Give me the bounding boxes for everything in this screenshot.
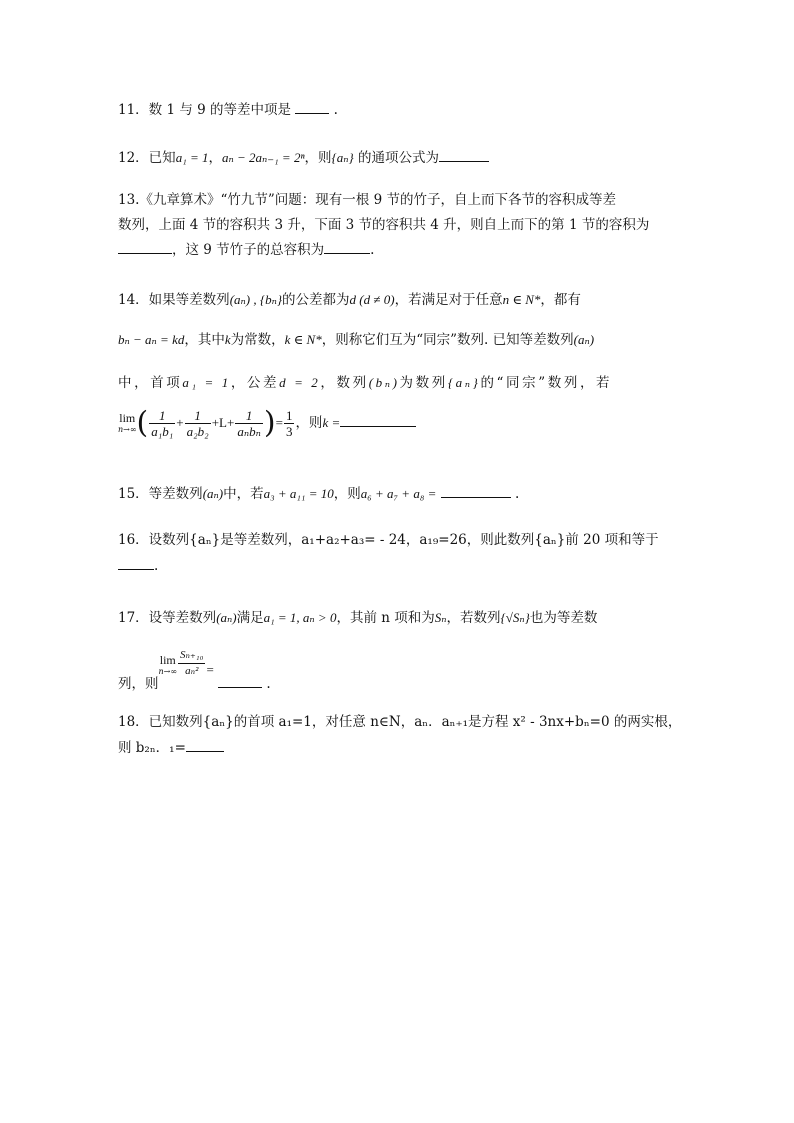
q15-cond: a₃ + a₁₁ = 10	[263, 486, 334, 501]
q12-text: 12．已知	[118, 150, 176, 166]
frac-num: 1	[185, 408, 211, 424]
plus: +	[226, 415, 235, 430]
q15-text: ，则	[333, 486, 361, 502]
equals: =	[275, 415, 283, 430]
q14-text: ，公差	[230, 375, 280, 391]
plus: +	[176, 415, 184, 430]
lim-word: lim	[159, 653, 176, 667]
answer-blank	[295, 101, 329, 114]
q14-frac-third	[284, 408, 295, 439]
answer-blank	[186, 739, 224, 752]
q17-an: (aₙ)	[216, 610, 237, 625]
q12-formula-recurrence: aₙ − 2aₙ₋₁ = 2ⁿ	[221, 150, 305, 165]
q14-text: ，数列	[320, 375, 369, 391]
question-14-line-2	[118, 330, 594, 350]
q12-tail: 的通项公式为	[358, 150, 440, 166]
q11-text: 11．数 1 与 9 的等差中项是	[118, 102, 292, 118]
q15-tail: .	[514, 486, 520, 502]
q17-text: 17．设等差数列	[118, 610, 217, 626]
left-paren: (	[136, 405, 149, 441]
question-11	[118, 100, 338, 120]
answer-blank	[340, 414, 416, 427]
question-14-line-1	[118, 290, 581, 310]
frac-den: aₙ²	[185, 665, 199, 677]
q14-frac-1	[149, 408, 175, 439]
q14-text: 的公差都为	[282, 292, 350, 308]
q14-text: 14．如果等差数列	[118, 292, 230, 308]
q14-text: 为数列	[399, 375, 448, 391]
question-13-line-2: 数列，上面 4 节的容积共 3 升，下面 3 节的容积共 4 升，则自上而下的第 1 节的容积为	[118, 217, 650, 233]
lim-sub: n→∞	[118, 424, 137, 434]
question-18-line-2	[118, 738, 224, 758]
q17-text: ，若数列	[446, 610, 501, 626]
q14-text: ，都有	[540, 292, 581, 308]
q14-lim	[118, 412, 137, 436]
q14-bn: (bₙ)	[368, 375, 400, 390]
frac-num: 1	[285, 408, 293, 423]
q16-tail: .	[154, 558, 159, 574]
q14-d: d (d ≠ 0)	[349, 292, 395, 307]
answer-blank	[324, 241, 370, 254]
q17-text: ，其前 n 项和为	[336, 610, 435, 626]
question-17-line-2	[118, 648, 271, 699]
q14-seqs: (aₙ) , {bₙ}	[229, 292, 283, 307]
q17-sqrt-seq: {√Sₙ}	[500, 610, 530, 625]
q17-cond: a₁ = 1, aₙ > 0	[263, 610, 337, 625]
question-14-line-3	[118, 373, 612, 393]
q14-text: ，其中	[184, 332, 225, 348]
q12-formula-a1: a₁ = 1	[175, 150, 209, 165]
q17-frac	[178, 648, 205, 679]
question-12	[118, 148, 489, 168]
question-13-line-3	[118, 240, 374, 260]
answer-blank	[118, 241, 172, 254]
frac-den: 3	[285, 424, 293, 439]
question-14-line-4	[118, 405, 416, 441]
answer-blank	[218, 675, 262, 688]
q12-sep: ，	[208, 150, 222, 166]
q12-mid: ，则	[304, 150, 332, 166]
right-paren: )	[263, 405, 276, 441]
frac-den: a₂b₂	[186, 424, 209, 439]
q11-tail: .	[333, 102, 338, 118]
question-17-line-1	[118, 608, 597, 628]
q15-expr: a₆ + a₇ + a₈ =	[360, 486, 437, 501]
answer-blank	[441, 485, 511, 498]
q17-lim	[159, 654, 178, 678]
q14-k: k	[224, 332, 231, 347]
lim-word: lim	[119, 410, 136, 425]
equals: =	[206, 662, 214, 677]
q15-text: 15．等差数列	[118, 486, 203, 502]
q14-a1: a₁ = 1	[182, 375, 231, 390]
question-15	[118, 484, 519, 504]
q14-text: 为常数，	[230, 332, 285, 348]
dots: L	[219, 415, 227, 430]
answer-blank	[439, 149, 489, 162]
q18-text: 则 b₂ₙ．₁=	[118, 740, 186, 756]
q14-n-in-N: n ∈ N*	[502, 292, 541, 307]
frac-num: Sₙ₊₁₀	[178, 648, 205, 664]
q14-text: ，则称它们互为“同宗”数列. 已知等差数列	[321, 332, 574, 348]
q13-text: ，这 9 节竹子的总容积为	[172, 242, 325, 258]
frac-den: aₙbₙ	[237, 424, 261, 439]
q17-text: 也为等差数	[529, 610, 598, 626]
q15-text: 中，若	[223, 486, 264, 502]
q17-text: 列，则	[118, 676, 159, 692]
q12-seq: {aₙ}	[331, 150, 354, 165]
q14-an2: {aₙ}	[447, 375, 481, 390]
question-18-line-1: 18．已知数列{aₙ}的首项 a₁=1，对任意 n∈N，aₙ．aₙ₊₁是方程 x² - 3nx+bₙ=0 的两实根，	[118, 714, 682, 730]
frac-den: a₁b₁	[151, 424, 174, 439]
q14-d2: d = 2	[279, 375, 321, 390]
question-16-line-1: 16．设数列{aₙ}是等差数列，a₁+a₂+a₃= - 24，a₁₉=26，则此数列{aₙ}前 20 项和等于	[118, 532, 659, 548]
answer-blank	[118, 557, 154, 570]
q14-text: 中，首项	[118, 375, 183, 391]
frac-num: 1	[149, 408, 175, 424]
q17-tail: .	[266, 676, 271, 692]
lim-sub: n→∞	[158, 667, 178, 676]
question-13-line-1: 13.《九章算术》“竹九节”问题：现有一根 9 节的竹子，自上而下各节的容积成等差	[118, 192, 616, 208]
q17-text: 满足	[236, 610, 264, 626]
q14-frac-2	[185, 408, 211, 439]
q17-sn: Sₙ	[434, 610, 447, 625]
q14-frac-n	[235, 408, 263, 439]
q14-text: ，则	[295, 415, 323, 431]
q14-eq: bₙ − aₙ = kd	[118, 332, 185, 347]
q14-text: ，若满足对于任意	[394, 292, 503, 308]
q14-an: (aₙ)	[573, 332, 595, 347]
q13-tail: .	[370, 242, 375, 258]
plus: +	[211, 415, 220, 430]
q14-k-in-N: k ∈ N*	[284, 332, 322, 347]
q15-an: (aₙ)	[202, 486, 224, 501]
q14-k-eq: k =	[322, 415, 341, 430]
question-16-line-2	[118, 556, 158, 576]
frac-num: 1	[235, 408, 263, 424]
q14-text: 的“同宗”数列，若	[480, 375, 613, 391]
